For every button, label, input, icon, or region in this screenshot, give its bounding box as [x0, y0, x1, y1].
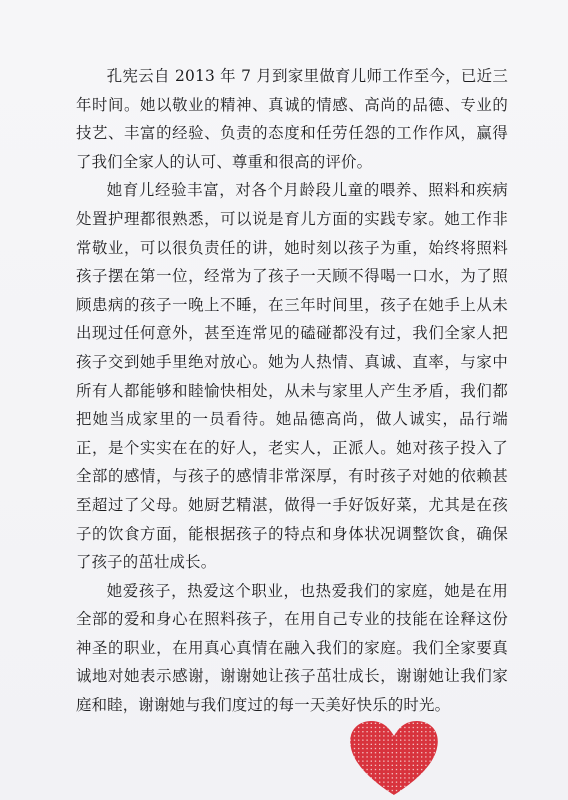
polka-dot-heart-icon — [344, 717, 444, 799]
letter-paragraph-1: 孔宪云自 2013 年 7 月到家里做育儿师工作至今，已近三年时间。她以敬业的精神、真诚的情感、高尚的品德、专业的技艺、丰富的经验、负责的态度和任劳任怨的工作作风，赢得了我们全家人的认可、尊重和很高的评价。 — [76, 67, 508, 171]
letter-paragraph-3: 她爱孩子，热爱这个职业，也热爱我们的家庭，她是在用全部的爱和身心在照料孩子，在用自己专业的技能在诠释这份神圣的职业，在用真心真情在融入我们的家庭。我们全家要真诚地对她表示感谢，谢谢她让孩子茁壮成长，谢谢她让我们家庭和睦，谢谢她与我们度过的每一天美好快乐的时光。 — [76, 581, 508, 715]
letter-body — [76, 62, 508, 720]
letter-paragraph-2: 她育儿经验丰富，对各个月龄段儿童的喂养、照料和疾病处置护理都很熟悉，可以说是育儿方面的实践专家。她工作非常敬业，可以很负责任的讲，她时刻以孩子为重，始终将照料孩子摆在第一位，经常为了孩子一天顾不得喝一口水，为了照顾患病的孩子一晚上不睡，在三年时间里，孩子在她手上从未出现过任何意外，甚至连常见的磕碰都没有过，我们全家人把孩子交到她手里绝对放心。她为人热情、真诚、直率，与家中所有人都能够和睦愉快相处，从未与家里人产生矛盾，我们都把她当成家里的一员看待。她品德高尚，做人诚实，品行端正，是个实实在在的好人，老实人，正派人。她对孩子投入了全部的感情，与孩子的感情非常深厚，有时孩子对她的依赖甚至超过了父母。她厨艺精湛，做得一手好饭好菜，尤其是在孩子的饮食方面，能根据孩子的特点和身体状况调整饮食，确保了孩子的茁壮成长。 — [76, 181, 508, 572]
